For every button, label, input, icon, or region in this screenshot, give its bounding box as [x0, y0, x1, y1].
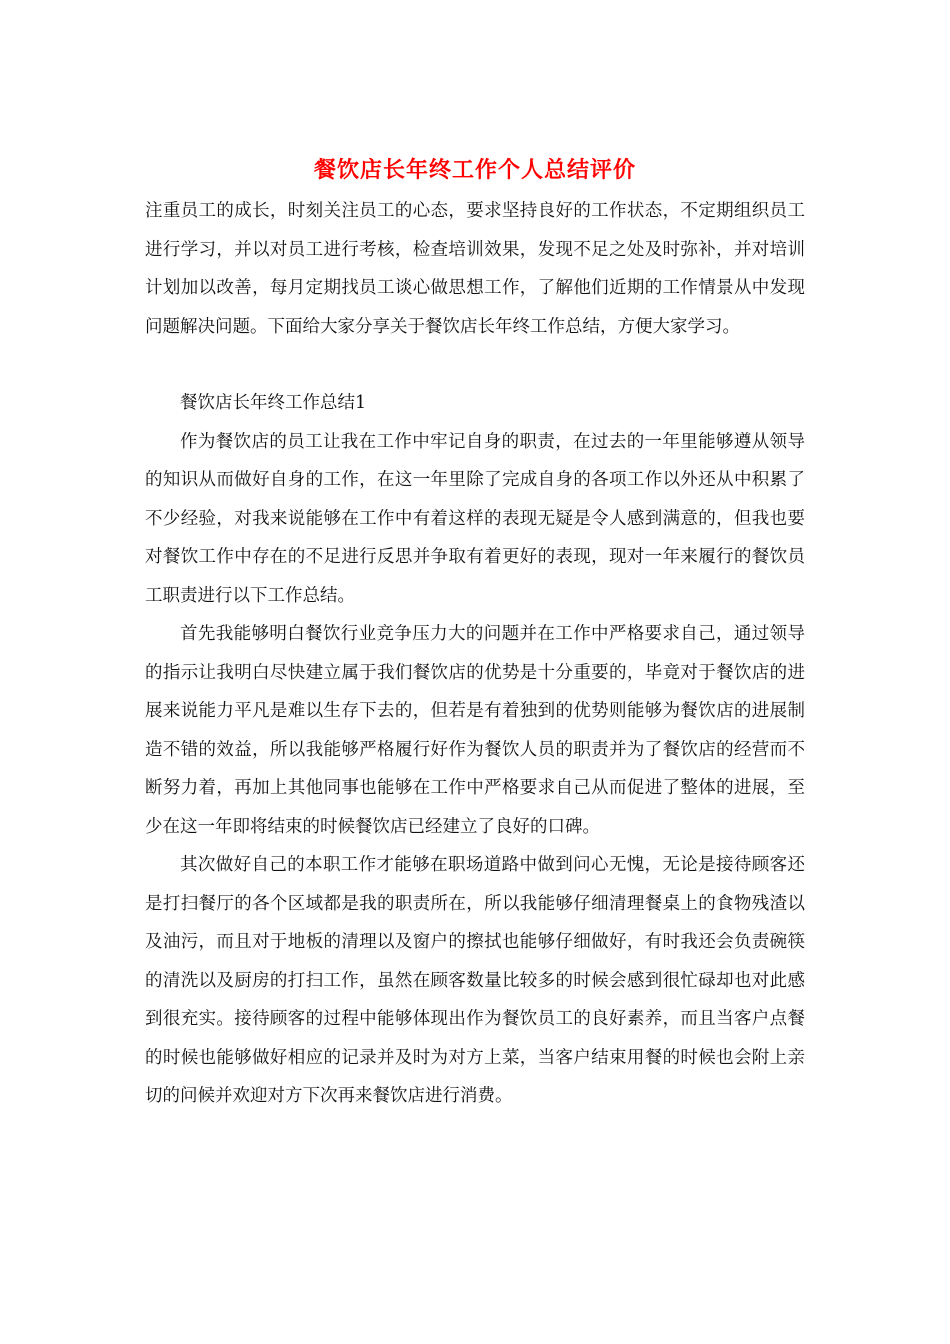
document-page: [145, 150, 805, 1116]
document-title: 餐饮店长年终工作个人总结评价: [313, 157, 636, 183]
body-paragraph-2: 首先我能够明白餐饮行业竞争压力大的问题并在工作中严格要求自己，通过领导的指示让我明白尽快建立属于我们餐饮店的优势是十分重要的，毕竟对于餐饮店的进展来说能力平凡是难以生存下去的，但若是有着独到的优势则能够为餐饮店的进展制造不错的效益，所以我能够严格履行好作为餐饮人员的职责并为了餐饮店的经营而不断努力着，再加上其他同事也能够在工作中严格要求自己从而促进了整体的进展，至少在这一年即将结束的时候餐饮店已经建立了良好的口碑。: [145, 624, 805, 837]
section-heading: 餐饮店长年终工作总结1: [180, 393, 367, 413]
intro-paragraph: 注重员工的成长，时刻关注员工的心态，要求坚持良好的工作状态，不定期组织员工进行学习，并以对员工进行考核，检查培训效果，发现不足之处及时弥补，并对培训计划加以改善，每月定期找员工谈心做思想工作，了解他们近期的工作情景从中发现问题解决问题。下面给大家分享关于餐饮店长年终工作总结，方便大家学习。: [145, 201, 805, 337]
paragraph-spacer: [145, 346, 805, 384]
body-paragraph-3: 其次做好自己的本职工作才能够在职场道路中做到问心无愧，无论是接待顾客还是打扫餐厅的各个区域都是我的职责所在，所以我能够仔细清理餐桌上的食物残渣以及油污，而且对于地板的清理以及窗户的擦拭也能够仔细做好，有时我还会负责碗筷的清洗以及厨房的打扫工作，虽然在顾客数量比较多的时候会感到很忙碌却也对此感到很充实。接待顾客的过程中能够体现出作为餐饮员工的良好素养，而且当客户点餐的时候也能够做好相应的记录并及时为对方上菜，当客户结束用餐的时候也会附上亲切的问候并欢迎对方下次再来餐饮店进行消费。: [145, 855, 805, 1106]
body-paragraph-1: 作为餐饮店的员工让我在工作中牢记自身的职责，在过去的一年里能够遵从领导的知识从而做好自身的工作，在这一年里除了完成自身的各项工作以外还从中积累了不少经验，对我来说能够在工作中有着这样的表现无疑是令人感到满意的，但我也要对餐饮工作中存在的不足进行反思并争取有着更好的表现，现对一年来履行的餐饮员工职责进行以下工作总结。: [145, 431, 805, 606]
